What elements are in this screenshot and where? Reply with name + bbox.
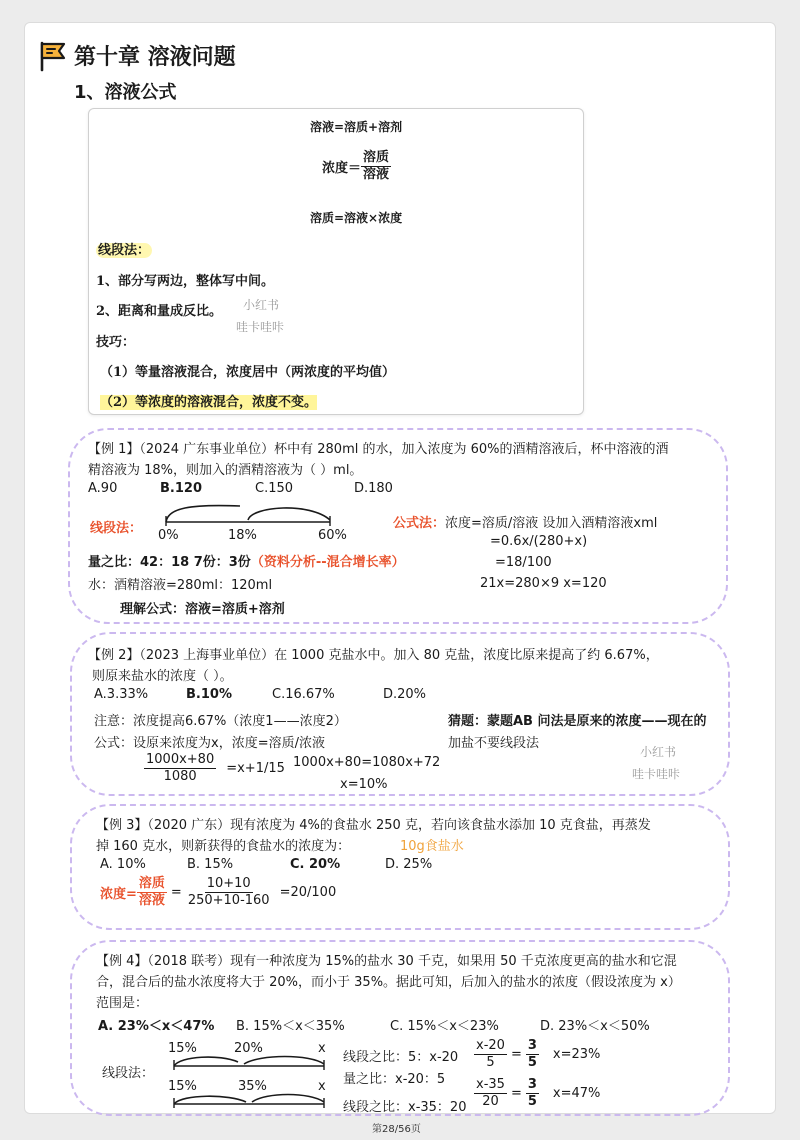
ex1-question-line2: 精溶液为 18%，则加入的酒精溶液为（ ）ml。 [88,463,363,478]
concentration-label: 浓度＝ [322,161,362,177]
ex4-eq2-ratio-numerator: 3 [526,1077,539,1094]
ex4-eq1-equals: = [510,1047,522,1063]
ex3-option-d: D. 25% [385,857,433,872]
ex4-row2-35: 35% [238,1079,267,1094]
ex1-option-b: B.120 [160,481,202,496]
ex3-option-a: A. 10% [100,857,146,872]
section-title: 1、溶液公式 [74,82,177,103]
ex4-line-diagram-1 [170,1050,330,1072]
ex2-note-1: 注意：浓度提高6.67%（浓度1——浓度2） [94,714,347,729]
ex1-ratio-text: 量之比：42：18 7份：3份 [88,555,251,570]
concentration-fraction [361,150,391,184]
ex1-point-60: 60% [318,528,347,543]
formula-concentration [322,150,391,184]
ex1-option-d: D.180 [354,481,393,496]
ex1-ratio-note: （资料分析--混合增长率） [250,555,405,570]
ex4-row1-20: 20% [234,1041,263,1056]
ex4-equation-2 [474,1077,600,1111]
ex2-option-d: D.20% [383,687,427,702]
ex4-segment-ratio-1: 线段之比：5：x-20 [343,1050,459,1065]
ex1-option-a: A.90 [88,481,118,496]
tip-2-highlighted: （2）等浓度的溶液混合，浓度不变。 [100,395,318,410]
ex2-question-line2: 则原来盐水的浓度（ ）。 [92,669,233,684]
ex4-row1-x: x [318,1041,326,1056]
ex2-equation-2: x=10% [340,777,388,792]
ex1-understand: 理解公式：溶液=溶质+溶剂 [120,602,285,617]
ex1-formula-text: 浓度=溶质/溶液 设加入酒精溶液xml [445,516,658,531]
formula-solute: 溶质=溶液×浓度 [310,211,403,225]
ex4-row2-15: 15% [168,1079,197,1094]
ex4-result-1: x=23% [552,1047,601,1063]
rule-2: 2、距离和量成反比。 [96,304,223,319]
ex2-fraction-numerator: 1000x+80 [144,752,216,769]
ex2-note-2: 公式：设原来浓度为x，浓度=溶质/浓液 [94,736,325,751]
ex1-point-0: 0% [158,528,179,543]
formula-solution: 溶液=溶质+溶剂 [310,120,403,134]
highlight-line-method: 线段法： [98,243,151,258]
rule-1: 1、部分写两边，整体写中间。 [96,274,275,289]
tip-1: （1）等量溶液混合，浓度居中（两浓度的平均值） [100,365,396,380]
ex3-calculation [100,876,336,910]
ex1-step-3: 21x=280×9 x=120 [480,576,607,591]
ex3-fraction-1-denominator: 溶液 [138,893,165,909]
ex4-eq2-ratio-denominator: 5 [527,1094,537,1110]
ex2-guess-line1: 猜题：蒙题AB 问法是原来的浓度——现在的 [448,714,707,729]
ex4-quantity-ratio: 量之比：x-20：5 [343,1072,446,1087]
ex4-option-b: B. 15%＜x＜35% [236,1019,345,1034]
ex4-eq1-ratio [526,1038,539,1072]
ex1-water-ratio: 水：酒精溶液=280ml：120ml [88,578,273,593]
fraction-denominator: 溶液 [363,167,390,183]
ex3-question-line1: 【例 3】（2020 广东）现有浓度为 4%的食盐水 250 克，若向该食盐水添加 10 克食盐，再蒸发 [96,818,651,833]
ex3-equals: = [170,885,182,901]
ex2-option-a: A.3.33% [94,687,149,702]
ex1-point-18: 18% [228,528,257,543]
page-number: 第28/56页 [372,1124,421,1135]
watermark-1-line1: 小红书 [243,298,280,312]
ex4-row2-x: x [318,1079,326,1094]
ex2-option-b: B.10% [186,687,232,702]
ex4-question-line2: 合，混合后的盐水浓度将大于 20%，而小于 35%。据此可知，后加入的盐水的浓度（假设浓度为 x） [96,975,681,990]
ex4-segment-ratio-2: 线段之比：x-35：20 [343,1100,467,1115]
ex4-eq2-ratio [526,1077,539,1111]
ex4-option-a: A. 23%＜x＜47% [98,1019,215,1034]
ex1-formula-label: 公式法： [393,516,446,531]
ex4-question-line1: 【例 4】（2018 联考）现有一种浓度为 15%的盐水 30 千克，如果用 50 千克浓度更高的盐水和它混 [96,954,677,969]
ex2-equation-fraction [144,752,285,786]
line-method-label [96,239,152,258]
ex3-fraction-2 [186,876,272,910]
ex1-question-line1: 【例 1】（2024 广东事业单位）杯中有 280ml 的水，加入浓度为 60%的酒精溶液后，杯中溶液的酒 [88,442,669,457]
ex4-eq1-ratio-denominator: 5 [527,1055,537,1071]
ex3-fraction-1-numerator: 溶质 [137,876,167,893]
ex2-fraction-right: =x+1/15 [226,761,285,777]
flag-icon [38,40,68,72]
watermark-1-line2: 哇卡哇咔 [236,320,285,334]
chapter-title: 第十章 溶液问题 [74,45,236,70]
ex4-option-c: C. 15%＜x＜23% [390,1019,499,1034]
watermark-2-line1: 小红书 [640,745,677,759]
ex4-equation-1 [474,1038,600,1072]
ex4-line-method-label: 线段法： [102,1066,155,1081]
ex3-option-c: C. 20% [290,857,341,872]
tip-2 [100,391,317,410]
ex4-option-d: D. 23%＜x＜50% [540,1019,650,1034]
ex3-fraction-1 [137,876,167,910]
ex1-step-2: =18/100 [495,555,552,570]
ex4-eq1-fraction [474,1038,507,1072]
ex3-result: =20/100 [279,885,337,901]
ex4-row1-15: 15% [168,1041,197,1056]
ex4-eq1-numerator: x-20 [474,1038,507,1055]
ex1-option-c: C.150 [255,481,294,496]
ex2-fraction-denominator: 1080 [163,769,197,785]
ex1-formula-method [393,512,657,531]
ex4-eq2-numerator: x-35 [474,1077,507,1094]
ex2-equation-1: 1000x+80=1080x+72 [293,755,441,770]
ex3-concentration-label: 浓度= [100,887,137,903]
ex3-option-b: B. 15% [187,857,234,872]
ex3-question-line2: 掉 160 克水，则新获得的食盐水的浓度为： [96,839,351,854]
tips-label: 技巧： [96,335,136,350]
ex4-eq1-ratio-numerator: 3 [526,1038,539,1055]
ex2-question-line1: 【例 2】（2023 上海事业单位）在 1000 克盐水中。加入 80 克盐，浓度比原来提高了约 6.67%， [88,648,659,663]
ex2-guess-line2: 加盐不要线段法 [448,736,540,751]
ex1-step-1: =0.6x/(280+x) [490,534,588,549]
ex4-eq2-equals: = [510,1086,522,1102]
ex4-eq1-denominator: 5 [486,1055,495,1071]
fraction-numerator: 溶质 [361,150,391,167]
ex4-eq2-denominator: 20 [482,1094,499,1110]
ex3-salt-note: 10g食盐水 [400,839,464,854]
ex1-line-method-label: 线段法： [90,521,143,536]
watermark-2-line2: 哇卡哇咔 [632,767,681,781]
ex2-fraction [144,752,216,786]
ex1-ratio [88,551,405,570]
ex4-eq2-fraction [474,1077,507,1111]
ex4-question-line3: 范围是： [96,996,149,1011]
ex4-result-2: x=47% [552,1086,601,1102]
ex3-fraction-2-numerator: 10+10 [205,876,253,893]
ex3-fraction-2-denominator: 250+10-160 [187,893,270,909]
ex4-line-diagram-2 [170,1090,330,1110]
ex2-option-c: C.16.67% [272,687,335,702]
